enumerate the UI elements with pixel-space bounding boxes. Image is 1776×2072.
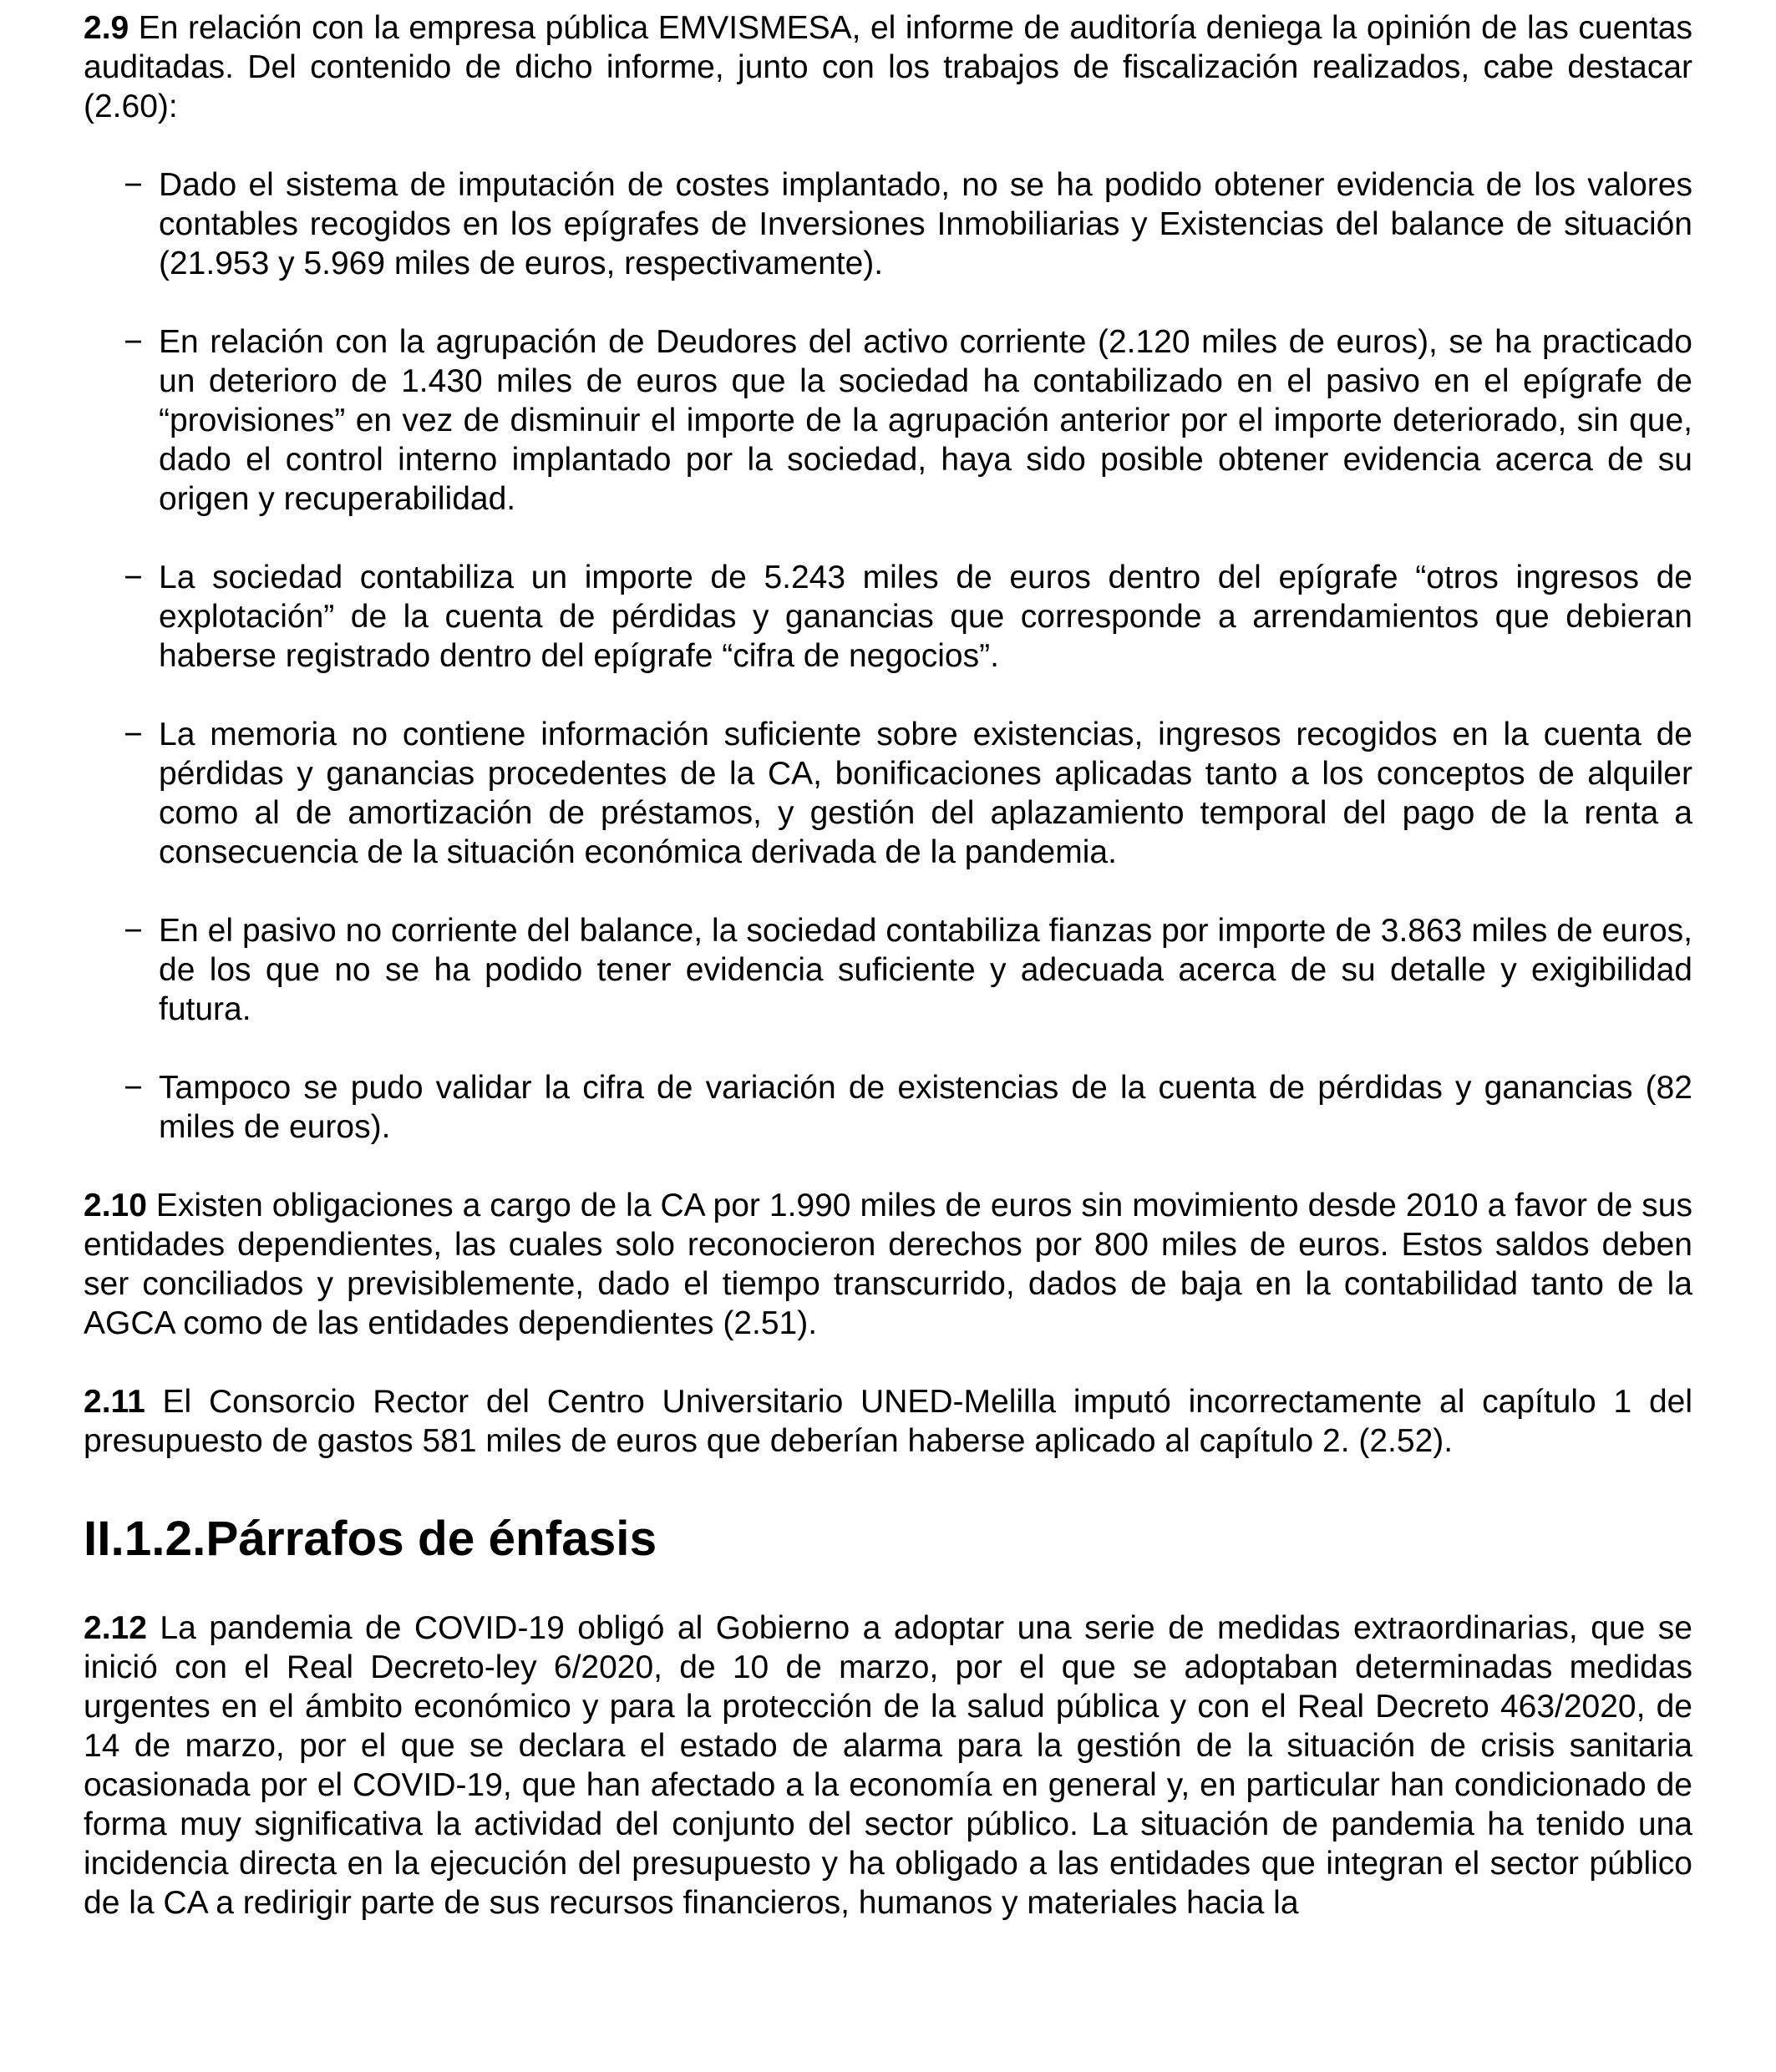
bullet-item-5	[84, 911, 1692, 1029]
paragraph-2-9	[84, 8, 1692, 126]
bullet-item-2	[84, 322, 1692, 519]
paragraph-2-12	[84, 1608, 1692, 1923]
section-heading	[84, 1512, 1692, 1566]
bullet-dash: −	[124, 913, 143, 949]
heading-number: II.1.2.	[84, 1512, 206, 1566]
bullet-item-1	[84, 165, 1692, 283]
paragraph-number: 2.11	[84, 1384, 145, 1420]
bullet-text: La memoria no contiene información suficiente sobre existencias, ingresos recogidos en la cuenta de pérdidas y ganancias procedentes de la CA, bonificaciones aplicadas tanto a los conceptos de alquiler como al de amortización de préstamos, y gestión del aplazamiento temporal del pago de la renta a consecuencia de la situación económica derivada de la pandemia.	[159, 717, 1692, 870]
bullet-text: En relación con la agrupación de Deudores del activo corriente (2.120 miles de euros), se ha practicado un deterioro de 1.430 miles de euros que la sociedad ha contabilizado en el pasivo en el epígrafe de “provisiones” en vez de disminuir el importe de la agrupación anterior por el importe deteriorado, sin que, dado el control interno implantado por la sociedad, haya sido posible obtener evidencia acerca de su origen y recuperabilidad.	[159, 324, 1692, 517]
paragraph-2-10	[84, 1186, 1692, 1343]
bullet-dash: −	[124, 717, 143, 752]
paragraph-number: 2.12	[84, 1610, 147, 1646]
paragraph-number: 2.9	[84, 10, 129, 46]
bullet-item-3	[84, 558, 1692, 676]
bullet-text: En el pasivo no corriente del balance, la sociedad contabiliza fianzas por importe de 3.863 miles de euros, de los que no se ha podido tener evidencia suficiente y adecuada acerca de su detalle y exigibilidad futura.	[159, 913, 1692, 1027]
bullet-dash: −	[124, 1070, 143, 1106]
bullet-item-4	[84, 715, 1692, 872]
bullet-dash: −	[124, 324, 143, 360]
paragraph-text: En relación con la empresa pública EMVISMESA, el informe de auditoría deniega la opinión de las cuentas auditadas. Del contenido de dicho informe, junto con los trabajos de fiscalización realizados, cabe destacar (2.60):	[84, 10, 1692, 124]
paragraph-number: 2.10	[84, 1188, 147, 1223]
paragraph-text: Existen obligaciones a cargo de la CA por 1.990 miles de euros sin movimiento desde 2010 a favor de sus entidades dependientes, las cuales solo reconocieron derechos por 800 miles de euros. Estos saldos deben ser conciliados y previsiblemente, dado el tiempo transcurrido, dados de baja en la contabilidad tanto de la AGCA como de las entidades dependientes (2.51).	[84, 1188, 1692, 1341]
bullet-text: La sociedad contabiliza un importe de 5.243 miles de euros dentro del epígrafe “otros ingresos de explotación” de la cuenta de pérdidas y ganancias que corresponde a arrendamientos que debieran haberse registrado dentro del epígrafe “cifra de negocios”.	[159, 560, 1692, 674]
bullet-dash: −	[124, 167, 143, 203]
bullet-text: Dado el sistema de imputación de costes implantado, no se ha podido obtener evidencia de los valores contables recogidos en los epígrafes de Inversiones Inmobiliarias y Existencias del balance de situación (21.953 y 5.969 miles de euros, respectivamente).	[159, 167, 1692, 281]
paragraph-text: El Consorcio Rector del Centro Universitario UNED-Melilla imputó incorrectamente al capítulo 1 del presupuesto de gastos 581 miles de euros que deberían haberse aplicado al capítulo 2. (2.52).	[84, 1384, 1692, 1459]
paragraph-text: La pandemia de COVID-19 obligó al Gobierno a adoptar una serie de medidas extraordinarias, que se inició con el Real Decreto-ley 6/2020, de 10 de marzo, por el que se adoptaban determinadas medidas urgentes en el ámbito económico y para la protección de la salud pública y con el Real Decreto 463/2020, de 14 de marzo, por el que se declara el estado de alarma para la gestión de la situación de crisis sanitaria ocasionada por el COVID-19, que han afectado a la economía en general y, en particular han condicionado de forma muy significativa la actividad del conjunto del sector público. La situación de pandemia ha tenido una incidencia directa en la ejecución del presupuesto y ha obligado a las entidades que integran el sector público de la CA a redirigir parte de sus recursos financieros, humanos y materiales hacia la	[84, 1610, 1692, 1921]
bullet-item-6	[84, 1068, 1692, 1147]
bullet-text: Tampoco se pudo validar la cifra de variación de existencias de la cuenta de pérdidas y ganancias (82 miles de euros).	[159, 1070, 1692, 1145]
bullet-dash: −	[124, 560, 143, 595]
paragraph-2-11	[84, 1382, 1692, 1461]
heading-title: Párrafos de énfasis	[206, 1512, 657, 1566]
